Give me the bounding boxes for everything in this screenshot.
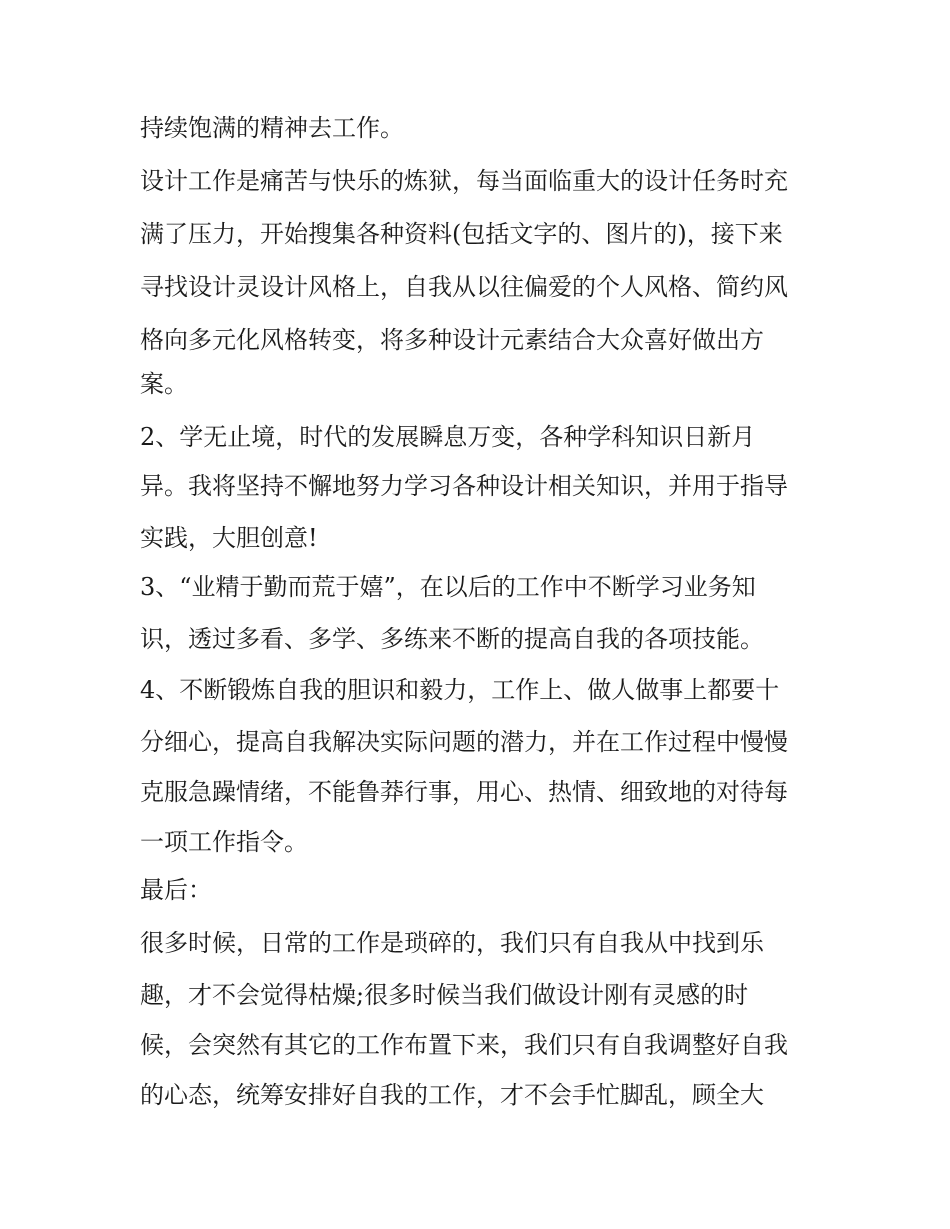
text-line: 克服急躁情绪，不能鲁莽行事，用心、热情、细致地的对待每 [140, 778, 788, 806]
text-line: 3、“业精于勤而荒于嬉”，在以后的工作中不断学习业务知 [140, 573, 756, 601]
text-line: 异。我将坚持不懈地努力学习各种设计相关知识，并用于指导 [140, 472, 788, 500]
text-line: 候，会突然有其它的工作布置下来，我们只有自我调整好自我 [140, 1031, 788, 1059]
text-line: 实践，大胆创意! [140, 524, 318, 552]
text-line: 格向多元化风格转变，将多种设计元素结合大众喜好做出方 [140, 326, 764, 354]
text-line: 持续饱满的精神去工作。 [140, 114, 404, 142]
text-line: 设计工作是痛苦与快乐的炼狱，每当面临重大的设计任务时充 [140, 167, 788, 195]
text-line: 寻找设计灵设计风格上，自我从以往偏爱的个人风格、简约风 [140, 273, 788, 301]
text-line: 分细心，提高自我解决实际问题的潜力，并在工作过程中慢慢 [140, 728, 788, 756]
text-line: 案。 [140, 370, 188, 398]
text-line: 趣，才不会觉得枯燥;很多时候当我们做设计刚有灵感的时 [140, 981, 749, 1009]
text-line: 满了压力，开始搜集各种资料(包括文字的、图片的)，接下来 [140, 220, 783, 248]
text-line: 的心态，统筹安排好自我的工作，才不会手忙脚乱，顾全大 [140, 1081, 764, 1109]
text-line: 一项工作指令。 [140, 828, 308, 856]
text-line: 2、学无止境，时代的发展瞬息万变，各种学科知识日新月 [140, 423, 756, 451]
text-line: 很多时候，日常的工作是琐碎的，我们只有自我从中找到乐 [140, 929, 764, 957]
text-line: 最后： [140, 876, 212, 904]
text-line: 4、不断锻炼自我的胆识和毅力，工作上、做人做事上都要十 [140, 676, 780, 704]
text-line: 识，透过多看、多学、多练来不断的提高自我的各项技能。 [140, 625, 764, 653]
